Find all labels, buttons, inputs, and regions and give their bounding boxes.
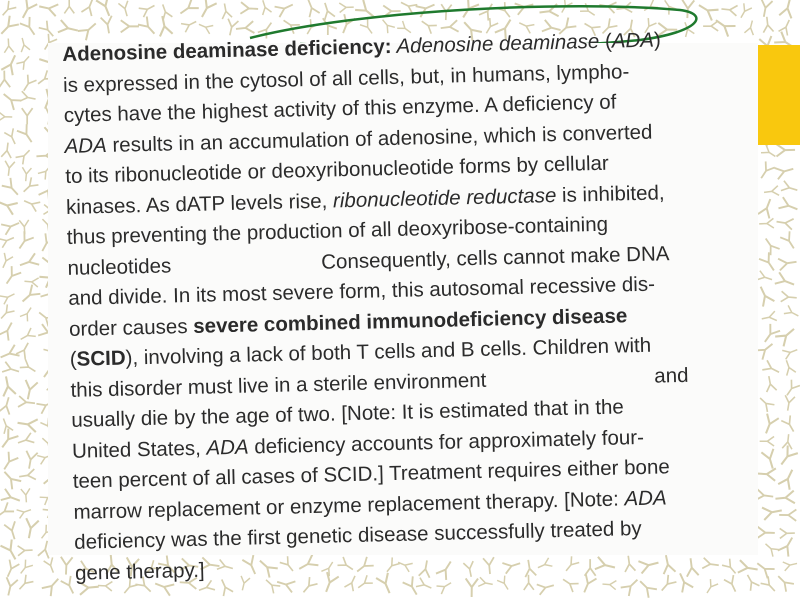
antibody-glyph [764,375,777,392]
antibody-glyph [0,71,10,88]
antibody-glyph [761,235,779,255]
antibody-glyph [756,467,775,481]
antibody-glyph [17,0,37,21]
antibody-glyph [636,577,657,598]
antibody-glyph [759,218,774,228]
text-run: and divide. In its most severe form, this autosomal recessive dis- [68,272,656,310]
antibody-glyph [763,186,779,198]
antibody-glyph [465,578,478,597]
antibody-glyph [775,491,795,505]
antibody-glyph [724,575,740,594]
antibody-glyph [0,89,21,110]
antibody-glyph [22,380,38,401]
antibody-glyph [196,0,216,20]
text-run: this disorder must live in a sterile environment [70,368,487,402]
antibody-glyph [20,17,39,38]
antibody-glyph [138,17,159,38]
text-run: ribonucleotide reductase [332,183,557,212]
antibody-glyph [778,256,797,270]
antibody-glyph [784,305,800,320]
text-run: ( [598,29,613,53]
antibody-glyph [101,16,115,34]
antibody-glyph [0,304,15,321]
antibody-glyph [737,3,752,20]
text-run: gene therapy.] [74,558,205,585]
text-run: Adenosine deaminase deficiency: [62,34,392,66]
antibody-glyph [3,577,18,596]
antibody-glyph [181,17,198,32]
text-run: ADA [206,435,249,460]
antibody-glyph [2,362,20,377]
antibody-glyph [0,16,19,38]
antibody-glyph [758,197,776,219]
antibody-glyph [0,452,18,473]
antibody-glyph [778,467,798,490]
accent-bar [758,45,800,145]
antibody-glyph [775,272,796,290]
antibody-glyph [58,20,79,37]
blank-gap [171,247,322,281]
antibody-glyph [17,505,33,518]
text-run: deficiency accounts for approximately four- [248,425,645,459]
antibody-glyph [17,560,33,577]
antibody-glyph [15,231,34,251]
text-run: ADA [611,28,655,53]
antibody-glyph [18,545,33,556]
antibody-glyph [776,445,798,468]
antibody-glyph [761,576,779,594]
antibody-glyph [42,575,63,596]
text-run: ( [69,347,77,371]
antibody-glyph [18,328,36,344]
antibody-glyph [743,572,759,590]
text-run: United States, [71,436,207,463]
antibody-glyph [781,291,797,303]
antibody-glyph [761,145,778,160]
antibody-glyph [16,433,34,448]
antibody-glyph [20,359,38,376]
antibody-glyph [781,181,799,195]
antibody-glyph [775,324,798,346]
antibody-glyph [762,16,774,32]
antibody-glyph [783,559,798,571]
antibody-glyph [18,396,36,409]
text-run: to its ribonucleotide or deoxyribonucleotide forms by cellular [65,151,609,188]
antibody-glyph [177,0,199,18]
antibody-glyph [0,290,17,305]
document-text [62,23,755,588]
antibody-glyph [2,178,22,199]
antibody-glyph [760,414,779,436]
antibody-glyph [579,574,597,595]
antibody-glyph [22,108,33,124]
text-run: Consequently, cells cannot make DNA [320,241,670,274]
antibody-glyph [774,572,794,592]
antibody-glyph [757,271,774,284]
antibody-glyph [757,161,775,181]
antibody-glyph [760,436,774,446]
antibody-glyph [1,539,22,562]
text-run: results in an accumulation of adenosine, which is converted [106,120,653,157]
antibody-glyph [760,324,780,345]
antibody-glyph [2,266,21,287]
text-run: nucleotides [67,253,172,280]
antibody-glyph [38,0,58,16]
text-run: marrow replacement or enzyme replacement therapy. [Note: [73,486,625,524]
antibody-glyph [782,359,796,376]
antibody-glyph [220,3,233,19]
text-run: Adenosine deaminase [391,29,600,58]
antibody-glyph [757,394,775,412]
antibody-glyph [781,415,798,434]
text-run: usually die by the age of two. [Note: It is estimated that in the [71,395,625,432]
antibody-glyph [197,20,213,34]
antibody-glyph [744,19,756,35]
antibody-glyph [778,197,799,215]
antibody-glyph [762,540,779,556]
antibody-glyph [16,53,32,70]
antibody-glyph [755,489,774,503]
antibody-glyph [437,579,454,594]
antibody-glyph [60,557,72,575]
antibody-glyph [18,285,40,306]
antibody-glyph [78,19,100,40]
antibody-glyph [780,528,795,538]
antibody-glyph [0,196,18,215]
antibody-glyph [762,504,783,520]
text-run: ), involving a lack of both T cells and B cells. Children with [125,333,652,370]
antibody-glyph [16,575,34,593]
antibody-glyph [758,0,772,18]
antibody-glyph [703,579,718,595]
antibody-glyph [621,575,642,596]
antibody-glyph [16,147,34,165]
antibody-glyph [0,468,21,490]
antibody-glyph [782,345,799,359]
antibody-glyph [21,167,31,181]
antibody-glyph [21,488,31,502]
antibody-glyph [762,360,781,377]
text-run: deficiency was the first genetic disease successfully treated by [73,516,642,554]
antibody-glyph [17,124,37,145]
antibody-glyph [0,417,13,434]
antibody-glyph [4,38,14,53]
antibody-glyph [64,0,74,13]
text-run: severe combined immunodeficiency disease [192,303,628,338]
antibody-glyph [0,1,16,19]
antibody-glyph [0,375,16,396]
antibody-glyph [23,518,39,539]
antibody-glyph [721,4,738,16]
antibody-glyph [776,216,794,229]
antibody-glyph [0,396,14,415]
antibody-glyph [18,37,30,52]
antibody-glyph [1,218,21,235]
antibody-glyph [1,142,13,158]
antibody-glyph [18,253,39,271]
antibody-glyph [17,416,38,432]
antibody-glyph [1,489,22,507]
antibody-glyph [0,112,12,122]
blank-gap [486,361,655,396]
antibody-glyph [4,161,15,177]
text-run: SCID [76,346,126,371]
antibody-glyph [779,0,796,18]
antibody-glyph [96,0,115,18]
text-run: ADA [624,485,667,510]
antibody-glyph [560,575,578,592]
antibody-glyph [761,311,777,323]
text-run: kinases. As dATP levels rise, [65,188,334,219]
text-run: thus preventing the production of all deoxyribose-containing [66,212,609,249]
antibody-glyph [225,19,239,37]
antibody-glyph [121,20,139,32]
antibody-glyph [759,252,779,273]
text-run: cytes have the highest activity of this enzyme. A deficiency of [63,90,617,127]
text-run: is inhibited, [556,180,665,207]
antibody-glyph [23,451,37,470]
antibody-glyph [19,75,36,94]
antibody-glyph [118,1,131,18]
antibody-glyph [783,395,795,411]
antibody-glyph [780,231,798,251]
antibody-glyph [158,3,172,20]
antibody-glyph [18,469,35,482]
antibody-glyph [776,144,795,157]
text-run: ) [653,28,662,52]
antibody-glyph [20,305,35,321]
text-run: teen percent of all cases of SCID.] Treatment requires either bone [72,455,670,493]
antibody-glyph [44,557,58,574]
antibody-glyph [658,575,677,594]
antibody-glyph [20,177,38,195]
antibody-glyph [602,580,616,590]
text-run: order causes [68,314,194,341]
text-run: and [653,363,689,388]
antibody-glyph [537,580,556,595]
antibody-glyph [81,0,97,16]
antibody-glyph [0,429,18,451]
antibody-glyph [0,233,16,248]
antibody-glyph [139,1,157,17]
antibody-glyph [761,449,778,471]
antibody-glyph [775,163,795,179]
antibody-glyph [3,560,20,579]
antibody-glyph [0,502,14,521]
text-run: ADA [64,133,108,158]
antibody-glyph [20,91,37,104]
antibody-glyph [478,577,493,589]
antibody-glyph [4,521,20,541]
antibody-glyph [757,526,775,538]
text-run: is expressed in the cytosol of all cells, but, in humans, lympho- [62,59,630,97]
antibody-glyph [22,196,40,212]
antibody-glyph [0,320,17,341]
